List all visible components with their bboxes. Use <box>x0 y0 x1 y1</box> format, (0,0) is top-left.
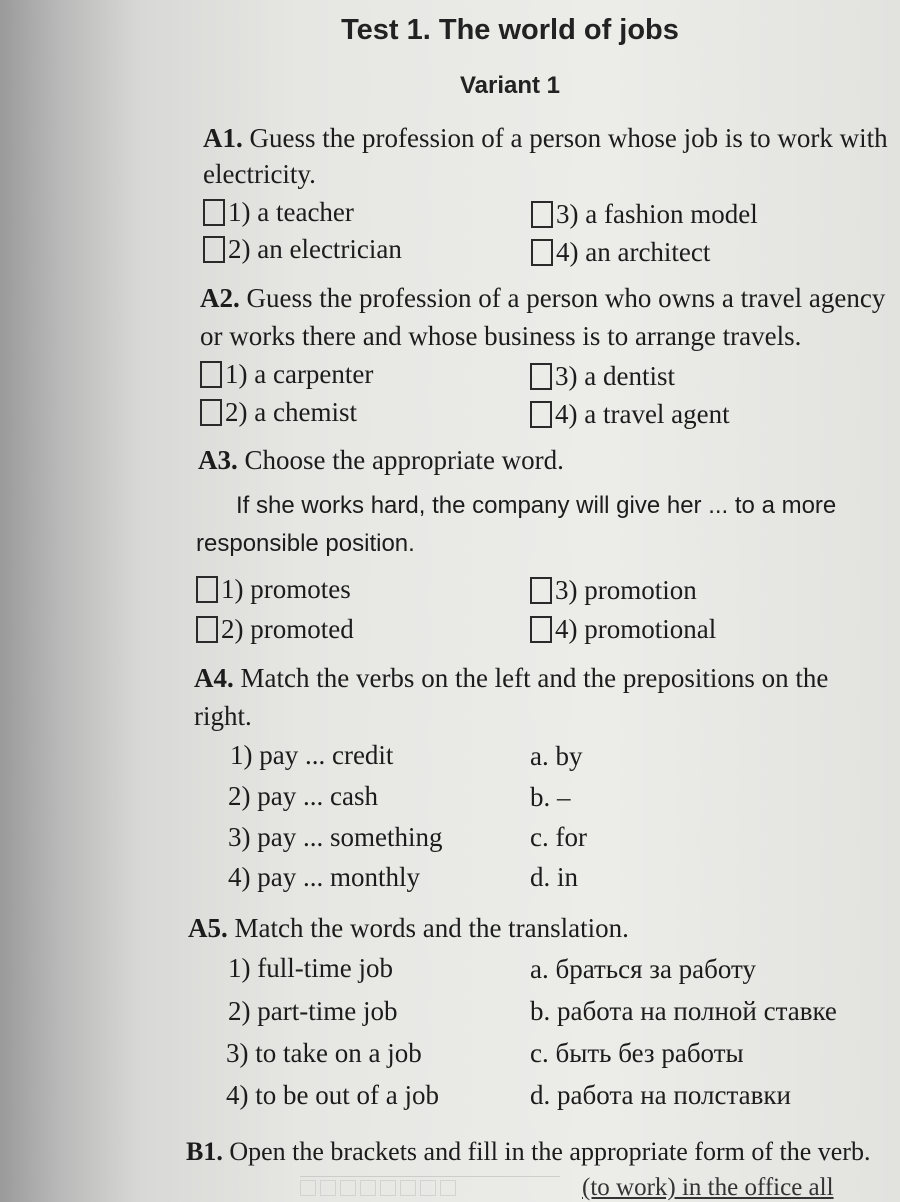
a4-right-item: d. in <box>530 862 579 892</box>
question-a2-text: Guess the profession of a person who owns a travel agency <box>246 283 886 313</box>
a4-right-item: a. by <box>530 741 583 771</box>
option-a2-3[interactable]: 3) a dentist <box>530 361 675 392</box>
a5-left-item: 2) part-time job <box>228 996 398 1026</box>
question-a1 <box>203 120 888 156</box>
a4-left-item: 3) pay ... something <box>228 822 443 852</box>
option-a3-3[interactable]: 3) promotion <box>530 575 697 606</box>
a5-right-item: b. работа на полной ставке <box>530 996 837 1026</box>
question-a3-sentence-line2: responsible position. <box>196 530 415 557</box>
question-a4 <box>194 660 828 696</box>
question-b1-text: Open the brackets and fill in the appropriate form of the verb. <box>229 1137 871 1166</box>
checkbox-icon[interactable] <box>196 616 218 643</box>
question-a3 <box>198 442 564 478</box>
pencil-marks <box>300 1176 560 1199</box>
option-a3-2[interactable]: 2) promoted <box>196 614 354 645</box>
checkbox-icon[interactable] <box>203 199 225 226</box>
checkbox-icon[interactable] <box>530 616 552 643</box>
question-a4-text: Match the verbs on the left and the prepositions on the <box>240 663 829 693</box>
a5-right-item: a. браться за работу <box>530 954 756 984</box>
a5-left-item: 1) full-time job <box>228 953 393 983</box>
option-a2-2[interactable]: 2) a chemist <box>200 397 357 428</box>
a5-right-item: d. работа на полставки <box>530 1080 791 1110</box>
question-b1-label: B1. <box>186 1137 223 1166</box>
question-a4-label: A4. <box>194 663 234 693</box>
option-a3-1[interactable]: 1) promotes <box>196 574 351 605</box>
option-a1-1[interactable]: 1) a teacher <box>203 197 354 228</box>
checkbox-icon[interactable] <box>203 236 225 263</box>
checkbox-icon[interactable] <box>200 399 222 426</box>
question-a2 <box>200 280 885 316</box>
page-title: Test 1. The world of jobs <box>341 14 679 46</box>
option-a2-1[interactable]: 1) a carpenter <box>200 359 373 390</box>
question-a5-text: Match the words and the translation. <box>234 913 629 943</box>
option-a1-2[interactable]: 2) an electrician <box>203 234 402 265</box>
checkbox-icon[interactable] <box>530 577 552 604</box>
a5-left-item: 4) to be out of a job <box>226 1080 439 1110</box>
a5-right-item: c. быть без работы <box>530 1038 744 1068</box>
option-a3-4[interactable]: 4) promotional <box>530 614 716 645</box>
a4-left-item: 1) pay ... credit <box>230 740 394 770</box>
question-a2-text-line2: or works there and whose business is to arrange travels. <box>200 321 802 351</box>
a4-left-item: 2) pay ... cash <box>228 781 378 811</box>
checkbox-icon[interactable] <box>531 201 553 228</box>
checkbox-icon[interactable] <box>531 239 553 266</box>
question-a2-label: A2. <box>200 283 240 313</box>
option-a2-4[interactable]: 4) a travel agent <box>530 399 730 430</box>
a4-left-item: 4) pay ... monthly <box>228 862 420 892</box>
variant-heading: Variant 1 <box>459 72 561 99</box>
checkbox-icon[interactable] <box>196 576 218 603</box>
question-a4-text-line2: right. <box>194 701 252 731</box>
checkbox-icon[interactable] <box>200 361 222 388</box>
a5-left-item: 3) to take on a job <box>226 1038 422 1068</box>
option-a1-3[interactable]: 3) a fashion model <box>531 199 758 230</box>
checkbox-icon[interactable] <box>530 363 552 390</box>
question-a3-text: Choose the appropriate word. <box>244 445 564 475</box>
question-a5-label: A5. <box>188 913 228 943</box>
question-a3-label: A3. <box>198 445 238 475</box>
b1-partial-line: (to work) in the office all <box>582 1174 834 1201</box>
question-a5 <box>188 910 629 946</box>
a4-right-item: b. – <box>530 782 571 812</box>
question-b1 <box>186 1134 870 1170</box>
question-a1-text: Guess the profession of a person whose job is to work with <box>249 123 888 153</box>
option-a1-4[interactable]: 4) an architect <box>531 237 710 268</box>
question-a1-label: A1. <box>203 123 243 153</box>
question-a1-text-line2: electricity. <box>203 159 316 189</box>
checkbox-icon[interactable] <box>530 401 552 428</box>
question-a3-sentence-line1: If she works hard, the company will give her ... to a more <box>236 492 837 519</box>
a4-right-item: c. for <box>530 822 587 852</box>
